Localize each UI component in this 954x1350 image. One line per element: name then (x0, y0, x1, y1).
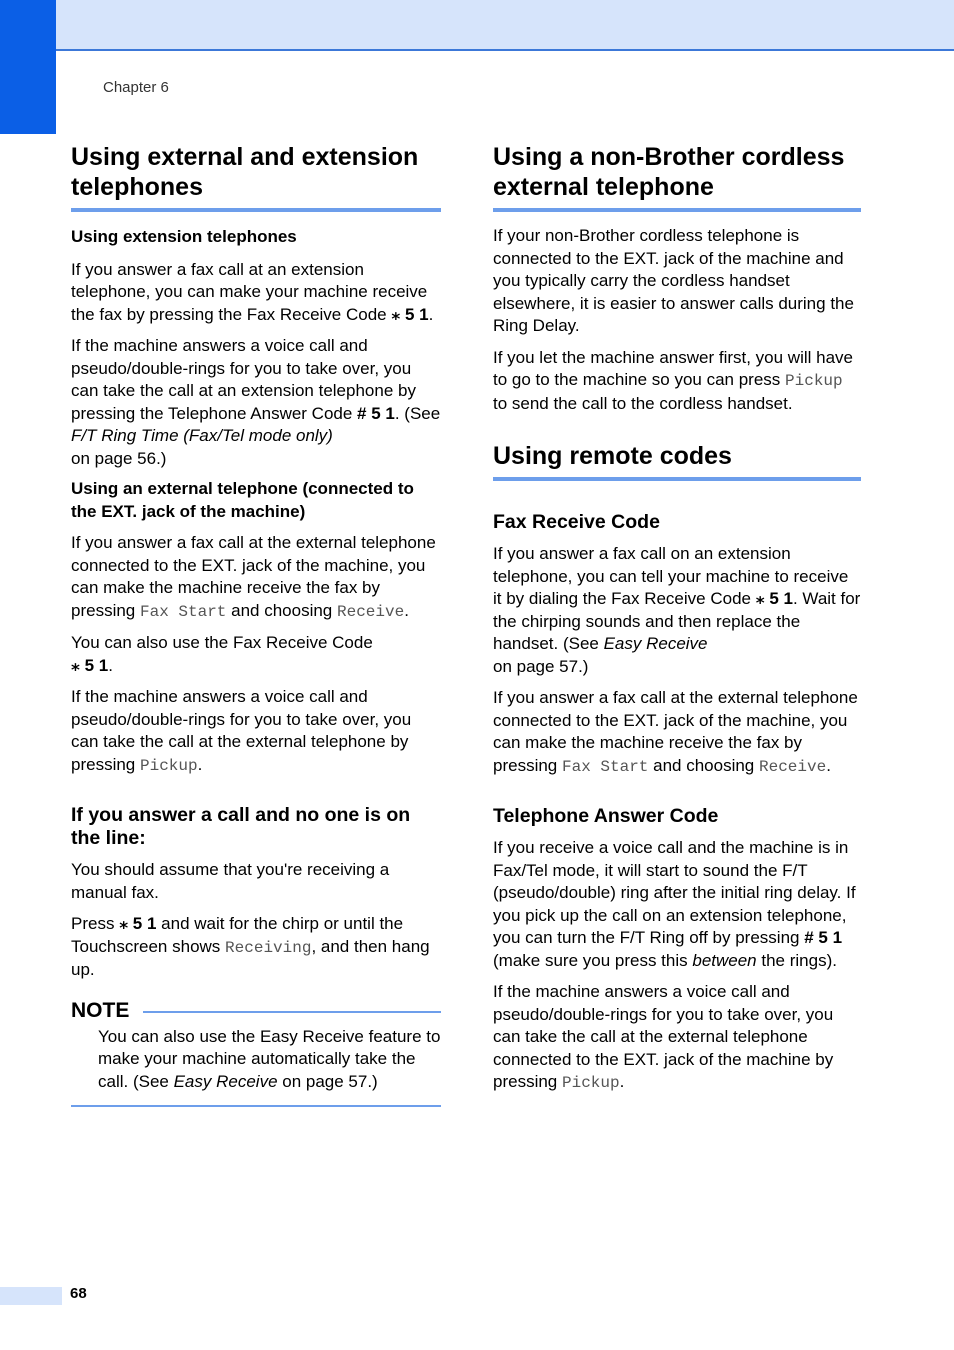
paragraph-cordless: If your non-Brother cordless telephone is connected to the EXT. jack of the machine and you typically carry the cordless handset elsewhere, it is easier to answer calls during the Ring Delay. (493, 226, 854, 335)
cross-reference: Easy Receive (173, 1071, 278, 1091)
page-number-bar (0, 1287, 62, 1305)
subheading-fax-receive-code: Fax Receive Code (493, 511, 660, 533)
paragraph-fax-receive-code: If you answer a fax call on an extension telephone, you can tell your machine to receive it by dialing the Fax Receive Code ⁎ 5 1. Wait for the chirping sounds and then replace the handset. (See Easy Receive on page 57.) (493, 544, 861, 676)
note-box (71, 998, 441, 1108)
subheading-external-telephone: Using an external telephone (connected to the EXT. jack of the machine) (71, 479, 414, 521)
emphasis-between: between (692, 950, 757, 970)
paragraph-external-voice: If the machine answers a voice call and pseudo/double-rings for you to take over, you can take the call at the external telephone by pressing Pickup. (71, 687, 412, 775)
button-text-receive: Receive (337, 602, 405, 621)
paragraph-external-fax: If you answer a fax call at the external telephone connected to the EXT. jack of the machine, you can make the machine receive the fax by pressing Fax Start and choosing Receive. (71, 533, 436, 621)
chapter-label: Chapter 6 (103, 79, 169, 96)
code-fax-receive: ⁎ 5 1 (391, 304, 429, 324)
paragraph-press-code: Press ⁎ 5 1 and wait for the chirp or until the Touchscreen shows Receiving, and then hang up. (71, 914, 430, 979)
subheading-no-one-on-line: If you answer a call and no one is on the line: (71, 804, 411, 849)
cross-reference: F/T Ring Time (Fax/Tel mode only) (71, 426, 333, 445)
button-text-fax-start: Fax Start (561, 757, 649, 776)
section-title-external-extension: Using external and extension telephones (71, 142, 441, 212)
chapter-tab (0, 0, 56, 134)
paragraph-external-code: You can also use the Fax Receive Code ⁎ 5 1. (71, 633, 373, 675)
button-text-pickup: Pickup (785, 372, 843, 390)
cross-reference: Easy Receive (603, 634, 708, 653)
code-telephone-answer: # 5 1 (357, 403, 395, 423)
button-text-pickup: Pickup (139, 756, 198, 775)
paragraph-telephone-answer-code: If you receive a voice call and the machine is in Fax/Tel mode, it will start to sound the F/T (pseudo/double) ring after the initial ring delay. If you pick up the call on an extension telephone, you can turn the F/T Ring off by pressing # 5 1 (make sure you press this between the rings). (493, 838, 856, 970)
screen-text-receiving: Receiving (225, 938, 312, 957)
code-fax-receive: ⁎ 5 1 (71, 655, 109, 675)
right-column (493, 142, 861, 1095)
button-text-fax-start: Fax Start (139, 602, 227, 621)
section-title-remote-codes: Using remote codes (493, 441, 861, 481)
section-title-cordless: Using a non-Brother cordless external telephone (493, 142, 861, 212)
page-number: 68 (70, 1285, 87, 1302)
paragraph-external-fax-receive: If you answer a fax call at the external telephone connected to the EXT. jack of the machine, you can make the machine receive the fax by pressing Fax Start and choosing Receive. (493, 688, 858, 776)
paragraph-cordless-pickup: If you let the machine answer first, you will have to go to the machine so you can press Pickup to send the call to the cordless handset. (493, 347, 853, 413)
code-telephone-answer: # 5 1 (804, 928, 843, 947)
paragraph-extension-fax: If you answer a fax call at an extension telephone, you can make your machine receive the fax by pressing the Fax Receive Code ⁎ 5 1. (71, 259, 434, 324)
note-text: You can also use the Easy Receive feature to make your machine automatically take the call. (See Easy Receive on page 57.) (98, 1026, 441, 1091)
button-text-pickup: Pickup (561, 1074, 620, 1092)
code-fax-receive: ⁎ 5 1 (119, 914, 157, 933)
note-title: NOTE (71, 998, 143, 1024)
paragraph-manual-fax: You should assume that you're receiving a manual fax. (71, 860, 390, 902)
paragraph-extension-voice: If the machine answers a voice call and pseudo/double-rings for you to take over, you can take the call at an extension telephone by pressing the Telephone Answer Code # 5 1. (See F/T Ring Time (Fax/Tel mode only) on page 56.) (71, 336, 441, 468)
button-text-receive: Receive (759, 757, 827, 776)
left-column (71, 142, 441, 1107)
header-band (0, 0, 954, 51)
subheading-telephone-answer-code: Telephone Answer Code (493, 805, 719, 827)
subheading-extension-telephones: Using extension telephones (71, 227, 297, 246)
code-fax-receive: ⁎ 5 1 (755, 589, 793, 608)
paragraph-external-voice: If the machine answers a voice call and pseudo/double-rings for you to take over, you can take the call at the external telephone connected to the EXT. jack of the machine by pressing Pickup. (493, 982, 834, 1092)
note-bottom-rule (71, 1105, 441, 1107)
